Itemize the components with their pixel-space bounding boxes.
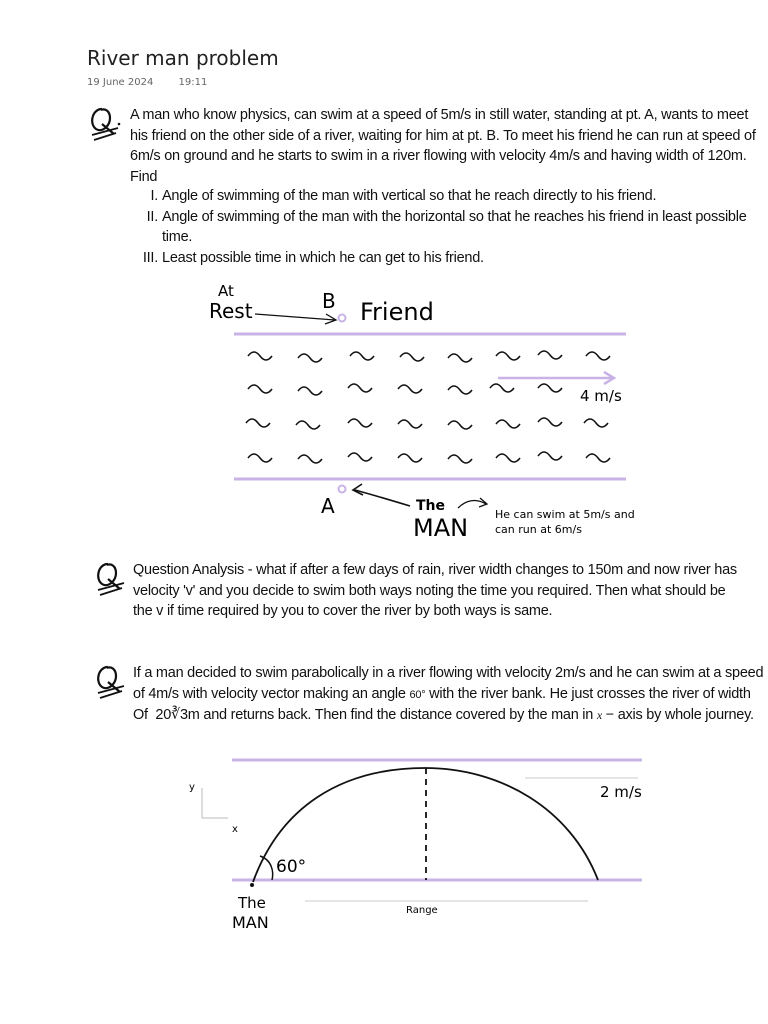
arrow-to-a: [355, 490, 410, 506]
question-3-text: [133, 663, 763, 726]
label-the: The: [238, 894, 266, 912]
list-item-text: Angle of swimming of the man with vertical so that he reach directly to his friend.: [162, 188, 657, 204]
list-item-number: II.: [146, 208, 158, 225]
page-meta: [87, 77, 229, 88]
question-2-text: Question Analysis - what if after a few days of rain, river width changes to 150m and now river has velocity 'v' and you decide to swim both ways noting the time you required. Then what should be the v if time required by you to cover the river by both ways is same.: [133, 562, 737, 619]
note-line-2: can run at 6m/s: [495, 523, 582, 536]
label-man: MAN: [232, 913, 269, 932]
page-title: River man problem: [87, 46, 279, 70]
label-man: MAN: [413, 514, 469, 542]
question-3-line-1: If a man decided to swim parabolically in a river flowing with velocity 2m/s and he can swim at a speed: [133, 665, 764, 681]
label-a: A: [321, 494, 335, 518]
point-b: [339, 315, 346, 322]
label-friend: Friend: [360, 298, 434, 326]
question-3-line-3: Of 20∛3m and returns back. Then find the distance covered by the man in x − axis by whole journey.: [133, 707, 754, 723]
q-mark-icon: [92, 559, 132, 599]
flow-speed-label: 2 m/s: [600, 783, 642, 801]
flow-speed-label: 4 m/s: [580, 387, 622, 405]
man-dot: [250, 883, 254, 887]
list-item-number: I.: [150, 188, 158, 204]
q-mark-icon: [86, 104, 126, 144]
list-item: [134, 207, 754, 248]
width-value: 20∛3m: [155, 707, 200, 723]
label-at: At: [218, 282, 234, 300]
list-item: [134, 186, 754, 207]
angle-inline: 60°: [409, 688, 426, 701]
q-mark-icon: [92, 662, 132, 702]
note-line-1: He can swim at 5m/s and: [495, 508, 635, 521]
question-1-list: [134, 186, 754, 268]
range-label: Range: [406, 905, 438, 916]
point-a: [339, 486, 346, 493]
angle-label: 60°: [276, 857, 307, 877]
axis-var: x: [596, 708, 602, 722]
list-item-text: Least possible time in which he can get to his friend.: [162, 249, 484, 266]
list-item: [134, 248, 754, 269]
page-date: 19 June 2024: [87, 77, 154, 88]
axis-x-label: x: [232, 824, 238, 835]
arrow-to-note: [458, 501, 486, 508]
label-b: B: [322, 289, 336, 313]
question-3-line-2: of 4m/s with velocity vector making an angle 60° with the river bank. He just crosses the river of width: [133, 685, 751, 702]
axis-y-label: y: [189, 782, 195, 793]
list-item-number: III.: [142, 249, 158, 266]
water-waves: [246, 351, 610, 463]
label-rest: Rest: [209, 299, 253, 323]
arrow-to-b: [255, 314, 335, 320]
label-the: The: [416, 498, 446, 514]
question-1-text: A man who know physics, can swim at a speed of 5m/s in still water, standing at pt. A, wants to meet his friend on the other side of a river, waiting for him at pt. B. To meet his friend he can run at speed of 6m/s on ground and he starts to swim in a river flowing with velocity 4m/s and having width of 120m. Find: [130, 107, 756, 185]
river-diagram-1: [200, 278, 640, 548]
river-diagram-2: [180, 748, 660, 938]
page-time: 19:11: [178, 77, 208, 88]
list-item-text: Angle of swimming of the man with the horizontal so that he reaches his friend in least possible time.: [162, 208, 747, 245]
